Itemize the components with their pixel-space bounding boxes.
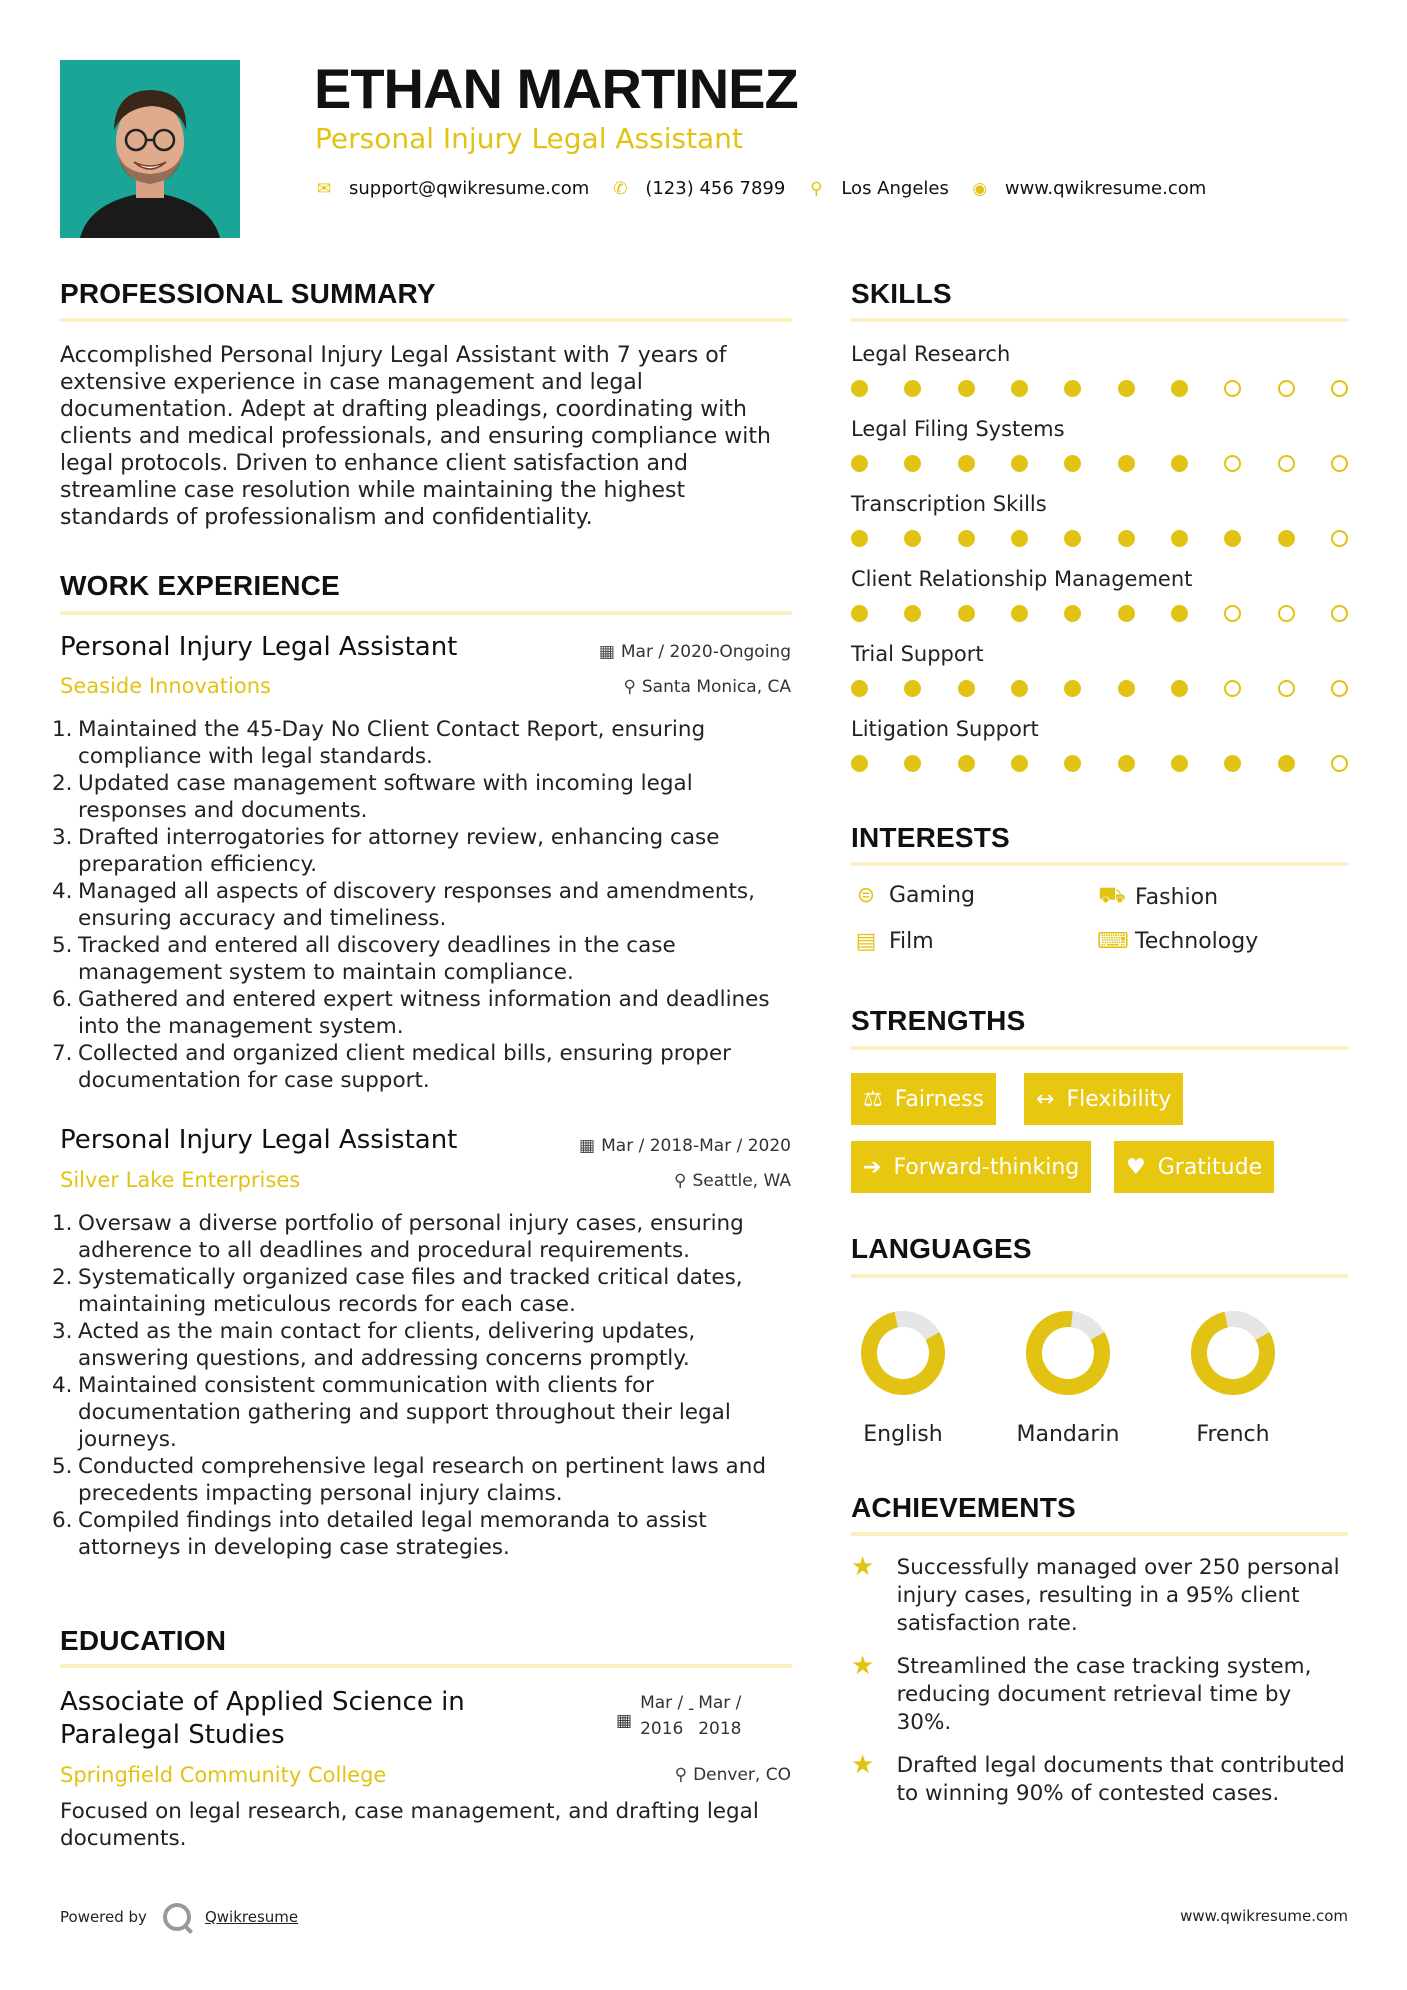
- job-dates: [579, 1136, 791, 1156]
- rating-dot-filled: [1278, 530, 1295, 547]
- summary-heading: PROFESSIONAL SUMMARY: [60, 278, 436, 309]
- rating-dot-filled: [1171, 380, 1188, 397]
- rating-dot-filled: [904, 755, 921, 772]
- languages-divider: [851, 1274, 1348, 1278]
- rating-dot-empty: [1278, 455, 1295, 472]
- interest-item-technology: ⌨ Technology: [1097, 929, 1259, 954]
- strength-tag-flexibility: ↔ Flexibility: [1024, 1073, 1183, 1125]
- interest-item-film: ▤ Film: [851, 929, 934, 954]
- list-item: 6. Compiled findings into detailed legal memoranda to assist attorneys in developing case strategies.: [52, 1508, 707, 1560]
- rating-dot-filled: [1011, 680, 1028, 697]
- rating-dot-filled: [1118, 605, 1135, 622]
- rating-dot-filled: [1011, 755, 1028, 772]
- job-location-text: Santa Monica, CA: [641, 677, 791, 697]
- rating-dot-empty: [1331, 380, 1348, 397]
- rating-dot-filled: [1064, 455, 1081, 472]
- education-divider: [60, 1664, 792, 1668]
- strengths-heading: STRENGTHS: [851, 1005, 1026, 1036]
- summary-text: Accomplished Personal Injury Legal Assistant with 7 years of extensive experience in case management and legal documentation. Adept at drafting pleadings, coordinating with clients and medical professionals, and ensuring compliance with legal protocols. Driven to enhance client satisfaction and streamline case resolution while maintaining the highest standards of professionalism and confidentiality.: [60, 343, 771, 530]
- profile-photo: [60, 60, 240, 238]
- strengths-divider: [851, 1046, 1348, 1050]
- language-item: [1008, 1308, 1128, 1447]
- job-location: [623, 677, 791, 697]
- rating-dot-empty: [1331, 530, 1348, 547]
- rating-dot-filled: [851, 605, 868, 622]
- skill-name: Litigation Support: [851, 717, 1039, 741]
- skill-name: Transcription Skills: [851, 492, 1047, 516]
- education-heading: EDUCATION: [60, 1625, 227, 1656]
- rating-dot-filled: [1064, 380, 1081, 397]
- scale-icon: ⚖: [863, 1086, 883, 1112]
- list-item: 2. Updated case management software with incoming legal responses and documents.: [52, 771, 693, 823]
- education-location: [675, 1765, 791, 1785]
- languages-heading: LANGUAGES: [851, 1233, 1032, 1264]
- achievements-divider: [851, 1532, 1348, 1536]
- contact-email[interactable]: support@qwikresume.com: [349, 178, 590, 199]
- skill-name: Trial Support: [851, 642, 984, 666]
- powered-by-label: Powered by: [60, 1908, 147, 1926]
- footer-powered-by: [60, 1903, 298, 1931]
- skill-name: Client Relationship Management: [851, 567, 1193, 591]
- contact-location: Los Angeles: [841, 178, 949, 199]
- education-dates: [616, 1690, 741, 1742]
- film-icon: ▤: [855, 929, 877, 954]
- experience-heading: WORK EXPERIENCE: [60, 570, 340, 601]
- skills-heading: SKILLS: [851, 278, 952, 309]
- rating-dot-filled: [851, 680, 868, 697]
- envelope-icon: ✉: [316, 178, 332, 199]
- brand-link[interactable]: Qwikresume: [204, 1908, 299, 1926]
- arrows-h-icon: ↔: [1036, 1086, 1055, 1112]
- skill-rating: [851, 605, 1348, 622]
- language-item: [843, 1308, 963, 1447]
- list-item: 2. Systematically organized case files and tracked critical dates, maintaining meticulous records for each case.: [52, 1265, 743, 1317]
- language-ring-fill: [1023, 1308, 1113, 1398]
- rating-dot-filled: [851, 530, 868, 547]
- language-ring: [858, 1308, 948, 1398]
- list-item: 1. Oversaw a diverse portfolio of personal injury cases, ensuring adherence to all deadlines and procedural requirements.: [52, 1211, 744, 1263]
- candidate-name: ETHAN MARTINEZ: [314, 57, 798, 120]
- rating-dot-filled: [851, 380, 868, 397]
- achievement-item: ★ Successfully managed over 250 personal injury cases, resulting in a 95% client satisfaction rate.: [851, 1552, 1340, 1636]
- calendar-icon: ▦: [579, 1136, 596, 1156]
- rating-dot-filled: [958, 380, 975, 397]
- job-dates: [599, 642, 791, 662]
- rating-dot-empty: [1331, 605, 1348, 622]
- rating-dot-filled: [904, 680, 921, 697]
- achievements-heading: ACHIEVEMENTS: [851, 1492, 1076, 1523]
- skill-rating: [851, 755, 1348, 772]
- list-item: 5. Conducted comprehensive legal research on pertinent laws and precedents impacting personal injury claims.: [52, 1454, 766, 1506]
- strength-tag-fairness: ⚖ Fairness: [851, 1073, 996, 1125]
- rating-dot-filled: [1171, 530, 1188, 547]
- edu-date-dash: -: [688, 1699, 695, 1719]
- job-duties-list: [52, 716, 792, 1094]
- job-dates-text: Mar / 2018-Mar / 2020: [601, 1136, 791, 1156]
- star-icon: ★: [851, 1651, 875, 1681]
- rating-dot-filled: [1064, 680, 1081, 697]
- language-name: English: [863, 1422, 943, 1447]
- rating-dot-empty: [1278, 605, 1295, 622]
- globe-icon: ◉: [972, 178, 988, 199]
- skills-divider: [851, 318, 1348, 322]
- experience-divider: [60, 611, 792, 615]
- rating-dot-empty: [1224, 380, 1241, 397]
- heart-icon: ♥: [1126, 1154, 1146, 1180]
- skill-rating: [851, 380, 1348, 397]
- skill-rating: [851, 680, 1348, 697]
- rating-dot-empty: [1331, 455, 1348, 472]
- calendar-icon: ▦: [598, 642, 615, 662]
- rating-dot-filled: [1064, 755, 1081, 772]
- edu-start-year: 2016: [640, 1719, 684, 1739]
- interest-item-gaming: ⊜ Gaming: [851, 883, 975, 908]
- job-dates-text: Mar / 2020-Ongoing: [620, 642, 791, 662]
- rating-dot-filled: [1011, 455, 1028, 472]
- language-ring: [1023, 1308, 1113, 1398]
- rating-dot-filled: [1118, 380, 1135, 397]
- rating-dot-filled: [1278, 755, 1295, 772]
- rating-dot-empty: [1331, 755, 1348, 772]
- rating-dot-filled: [1224, 755, 1241, 772]
- strength-tag-gratitude: ♥ Gratitude: [1114, 1141, 1274, 1193]
- rating-dot-filled: [1171, 755, 1188, 772]
- skill-rating: [851, 455, 1348, 472]
- rating-dot-filled: [851, 755, 868, 772]
- rating-dot-empty: [1224, 455, 1241, 472]
- summary-divider: [60, 318, 792, 322]
- rating-dot-filled: [1118, 455, 1135, 472]
- rating-dot-filled: [1118, 755, 1135, 772]
- phone-icon: ✆: [613, 178, 628, 199]
- skill-name: Legal Filing Systems: [851, 417, 1065, 441]
- skill-rating: [851, 530, 1348, 547]
- job-company: Silver Lake Enterprises: [60, 1168, 301, 1192]
- strength-tag-forward-thinking: ➔ Forward-thinking: [851, 1141, 1091, 1193]
- interests-divider: [851, 862, 1348, 866]
- job-duties-list: [52, 1210, 792, 1561]
- rating-dot-filled: [1011, 605, 1028, 622]
- rating-dot-filled: [904, 380, 921, 397]
- language-name: French: [1196, 1422, 1270, 1447]
- map-pin-icon: ⚲: [810, 178, 823, 199]
- interest-item-fashion: ⛟ Fashion: [1098, 883, 1219, 910]
- rating-dot-filled: [1118, 680, 1135, 697]
- rating-dot-filled: [904, 455, 921, 472]
- rating-dot-empty: [1224, 680, 1241, 697]
- rating-dot-filled: [1224, 530, 1241, 547]
- rating-dot-empty: [1278, 680, 1295, 697]
- pin-icon: ⚲: [674, 1171, 687, 1191]
- rating-dot-filled: [958, 605, 975, 622]
- rating-dot-filled: [1011, 530, 1028, 547]
- rating-dot-filled: [958, 680, 975, 697]
- contact-bar: [315, 178, 1228, 199]
- list-item: 4. Managed all aspects of discovery responses and amendments, ensuring accuracy and timeliness.: [52, 879, 755, 931]
- achievement-item: ★ Streamlined the case tracking system, reducing document retrieval time by 30%.: [851, 1651, 1312, 1735]
- arrow-right-icon: ➔: [863, 1154, 882, 1180]
- job-company: Seaside Innovations: [60, 674, 271, 698]
- rating-dot-empty: [1331, 680, 1348, 697]
- laptop-icon: ⌨: [1097, 929, 1129, 954]
- footer-website[interactable]: www.qwikresume.com: [1180, 1907, 1348, 1925]
- bag-icon: ⛟: [1098, 883, 1126, 908]
- language-name: Mandarin: [1016, 1422, 1120, 1447]
- rating-dot-filled: [1171, 455, 1188, 472]
- contact-phone[interactable]: (123) 456 7899: [645, 178, 786, 199]
- list-item: 5. Tracked and entered all discovery deadlines in the case management system to maintain compliance.: [52, 933, 676, 985]
- rating-dot-filled: [904, 530, 921, 547]
- rating-dot-filled: [904, 605, 921, 622]
- job-location-text: Seattle, WA: [692, 1171, 791, 1191]
- star-icon: ★: [851, 1750, 875, 1780]
- list-item: 4. Maintained consistent communication with clients for documentation gathering and support throughout their legal journeys.: [52, 1373, 731, 1452]
- gamepad-icon: ⊜: [856, 883, 876, 908]
- degree-title: Associate of Applied Science in Paralegal Studies: [60, 1687, 465, 1750]
- job-title: Personal Injury Legal Assistant: [60, 1125, 458, 1155]
- education-description: Focused on legal research, case management, and drafting legal documents.: [60, 1799, 759, 1851]
- language-item: [1173, 1308, 1293, 1447]
- rating-dot-filled: [851, 455, 868, 472]
- list-item: 6. Gathered and entered expert witness information and deadlines into the management system.: [52, 987, 770, 1039]
- list-item: 7. Collected and organized client medical bills, ensuring proper documentation for case support.: [52, 1041, 732, 1093]
- calendar-icon: ▦: [616, 1711, 633, 1731]
- rating-dot-filled: [1118, 530, 1135, 547]
- school-name: Springfield Community College: [60, 1763, 387, 1787]
- pin-icon: ⚲: [623, 677, 636, 697]
- rating-dot-filled: [1064, 605, 1081, 622]
- list-item: 1. Maintained the 45-Day No Client Contact Report, ensuring compliance with legal standards.: [52, 717, 706, 769]
- rating-dot-filled: [1171, 680, 1188, 697]
- avatar: [60, 60, 240, 238]
- list-item: 3. Drafted interrogatories for attorney review, enhancing case preparation efficiency.: [52, 825, 720, 877]
- rating-dot-filled: [958, 530, 975, 547]
- edu-start-month: Mar /: [640, 1693, 684, 1713]
- language-ring: [1188, 1308, 1278, 1398]
- rating-dot-filled: [1171, 605, 1188, 622]
- job-location: [674, 1171, 791, 1191]
- rating-dot-filled: [958, 755, 975, 772]
- interests-heading: INTERESTS: [851, 822, 1010, 853]
- rating-dot-empty: [1278, 380, 1295, 397]
- edu-end-month: Mar /: [698, 1693, 742, 1713]
- candidate-title: Personal Injury Legal Assistant: [315, 122, 743, 155]
- skill-name: Legal Research: [851, 342, 1011, 366]
- achievement-item: ★ Drafted legal documents that contributed to winning 90% of contested cases.: [851, 1750, 1345, 1806]
- star-icon: ★: [851, 1552, 875, 1582]
- rating-dot-filled: [1064, 530, 1081, 547]
- job-title: Personal Injury Legal Assistant: [60, 632, 458, 662]
- contact-website[interactable]: www.qwikresume.com: [1004, 178, 1207, 199]
- list-item: 3. Acted as the main contact for clients, delivering updates, answering questions, and addressing concerns promptly.: [52, 1319, 696, 1371]
- pin-icon: ⚲: [674, 1765, 688, 1785]
- education-location-text: Denver, CO: [693, 1765, 791, 1785]
- rating-dot-empty: [1224, 605, 1241, 622]
- rating-dot-filled: [958, 455, 975, 472]
- qwikresume-logo-icon: [163, 1903, 191, 1931]
- edu-end-year: 2018: [698, 1719, 742, 1739]
- rating-dot-filled: [1011, 380, 1028, 397]
